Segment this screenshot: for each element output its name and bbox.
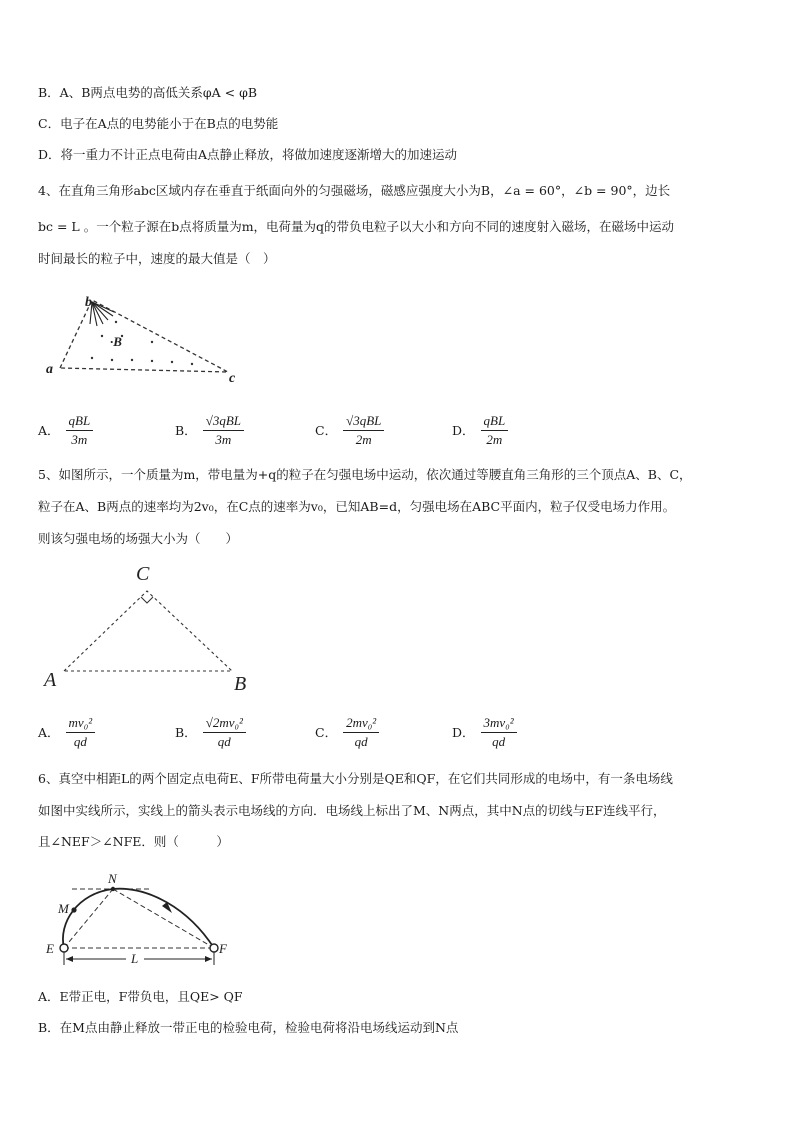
q4-options [38, 408, 598, 452]
q5-stem-line3: 则该匀强电场的场强大小为（ ） [38, 531, 239, 546]
q4-option-d[interactable]: D． $\frac{\text{qBL}}{2m}$ [452, 408, 508, 452]
q6-stem-line3: 且∠NEF＞∠NFE．则（ ） [38, 834, 229, 849]
q5-option-c[interactable]: C． $\frac{\text{2mv₀²}}{qd}$ [315, 710, 379, 754]
q5-label-a: A [44, 669, 57, 691]
q6-field-line-figure [38, 868, 238, 973]
q5-options [38, 710, 598, 754]
q3-option-d: D．将一重力不计正点电荷由A点静止释放，将做加速度逐渐增大的加速运动 [38, 147, 458, 162]
q5-label-b: B [234, 673, 247, 695]
q5-stem-line1: 5、如图所示，一个质量为m，带电量为+q的粒子在匀强电场中运动，依次通过等腰直角三角形的三个顶点A、B、C， [38, 467, 692, 482]
q5-option-b[interactable]: B． $\frac{\text{√2mv₀²}}{qd}$ [175, 710, 246, 754]
q6-option-a: A．E带正电，F带负电，且QE> QF [38, 989, 243, 1004]
q4-option-b[interactable]: B． $\frac{\text{√3qBL}}{3m}$ [175, 408, 244, 452]
q4-triangle-figure [40, 290, 250, 385]
q4-stem-line2: bc = L 。一个粒子源在b点将质量为m，电荷量为q的带负电粒子以大小和方向不同的速度射入磁场，在磁场中运动 [38, 219, 675, 234]
q5-stem-line2: 粒子在A、B两点的速率均为2v₀，在C点的速率为v₀，已知AB=d，匀强电场在ABC平面内，粒子仅受电场力作用。 [38, 499, 676, 514]
q5-label-c: C [136, 563, 150, 585]
q6-label-l: L [131, 951, 139, 966]
q4-option-a[interactable]: A． $\frac{\text{qBL}}{3m}$ [38, 408, 93, 452]
q6-label-n: N [108, 871, 117, 886]
q4-label-c: c [229, 371, 236, 385]
q6-stem-line1: 6、真空中相距L的两个固定点电荷E、F所带电荷量大小分别是QE和QF，在它们共同形成的电场中，有一条电场线 [38, 771, 673, 786]
q5-option-a[interactable]: A． $\frac{\text{mv₀²}}{qd}$ [38, 710, 95, 754]
q5-option-d[interactable]: D． $\frac{\text{3mv₀²}}{qd}$ [452, 710, 517, 754]
q6-label-e: E [46, 941, 54, 956]
q4-label-a: a [46, 362, 53, 377]
q6-stem-line2: 如图中实线所示，实线上的箭头表示电场线的方向．电场线上标出了M、N两点，其中N点的切线与EF连线平行， [38, 803, 666, 818]
q4-label-field-b: ·B [110, 334, 122, 349]
q6-option-b: B．在M点由静止释放一带正电的检验电荷，检验电荷将沿电场线运动到N点 [38, 1020, 459, 1035]
q5-triangle-figure [38, 558, 268, 698]
q4-label-b: b [85, 295, 92, 310]
q4-stem-line3: 时间最长的粒子中，速度的最大值是（ ） [38, 251, 276, 266]
q6-label-m: M [58, 901, 69, 916]
q4-stem-line1: 4、在直角三角形abc区域内存在垂直于纸面向外的匀强磁场，磁感应强度大小为B，∠a = 60°，∠b = 90°，边长 [38, 183, 671, 198]
q6-label-f: F [219, 941, 227, 956]
q4-option-c[interactable]: C． $\frac{\text{√3qBL}}{2m}$ [315, 408, 384, 452]
q3-option-b: B．A、B两点电势的高低关系φA < φB [38, 85, 258, 100]
q3-option-c: C．电子在A点的电势能小于在B点的电势能 [38, 116, 279, 131]
